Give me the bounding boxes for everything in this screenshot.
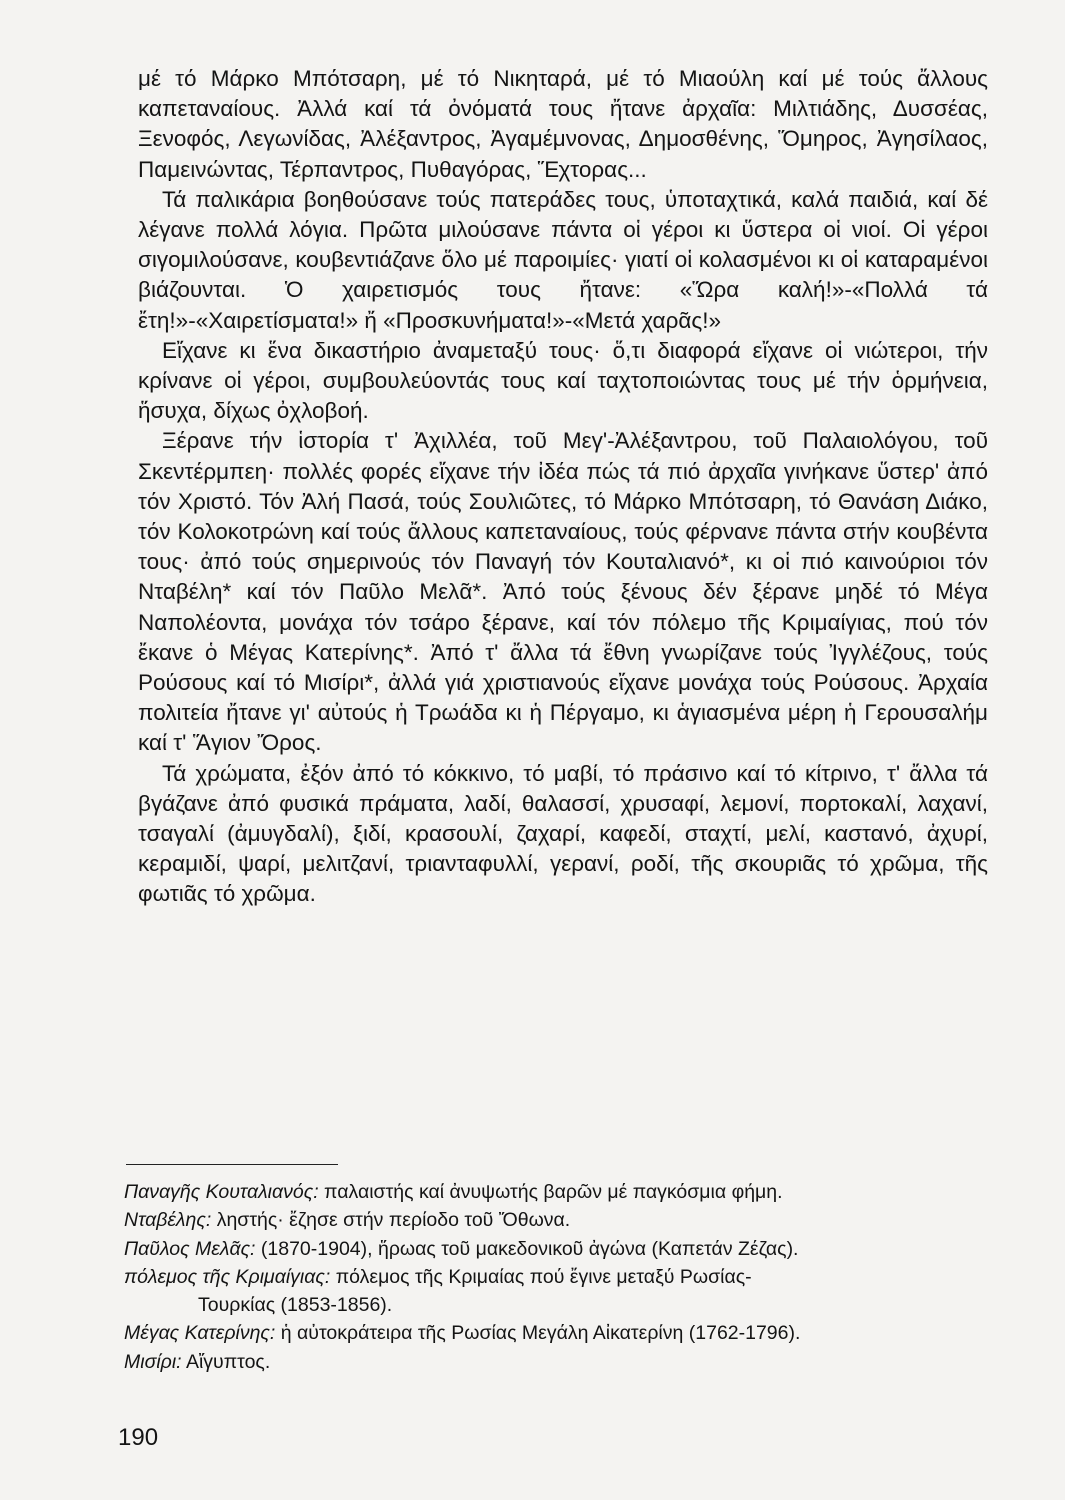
footnote-term: Μέγας Κατερίνης: bbox=[124, 1322, 276, 1345]
footnote-term: Νταβέλης: bbox=[124, 1209, 212, 1232]
footnote-text: ληστής· ἔζησε στήν περίοδο τοῦ Ὄθωνα. bbox=[216, 1209, 571, 1232]
footnote-divider bbox=[126, 1164, 338, 1165]
paragraph-continued: μέ τό Μάρκο Μπότσαρη, μέ τό Νικηταρά, μέ τό Μιαούλη καί μέ τούς ἄλλους καπεταναίους. Ἀλλά καί τά ὀνόματά τους ἤτανε ἀρχαῖα: Μιλτιάδης, Δυσσέας, Ξενοφός, Λεγωνίδας, Ἀλέξαντρος, Ἀγαμέμνονας, Δημοσθένης, Ὅμηρος, Ἀγησίλαος, Παμεινώντας, Τέρπαντρος, Πυθαγόρας, Ἕχτορας... bbox=[138, 66, 988, 182]
paragraph-history: Ξέρανε τήν ἱστορία τ' Ἀχιλλέα, τοῦ Μεγ'-Ἀλέξαντρου, τοῦ Παλαιολόγου, τοῦ Σκεντέρμπεη· πολλές φορές εἴχανε τήν ἰδέα πώς τά πιό ἀρχαῖα γινήκανε ὕστερ' ἀπό τόν Χριστό. Τόν Ἀλή Πασά, τούς Σουλιῶτες, τό Μάρκο Μπότσαρη, τό Θανάση Διάκο, τόν Κολοκοτρώνη καί τούς ἄλλους καπεταναίους, τούς φέρνανε πάντα στήν κουβέντα τους· ἀπό τούς σημερινούς τόν Παναγή τόν Κουταλιανό*, κι οἱ πιό καινούριοι τόν Νταβέλη* καί τόν Παῦλο Μελᾶ*. Ἀπό τούς ξένους δέν ξέρανε μηδέ τό Μέγα Ναπολέοντα, μονάχα τόν τσάρο ξέρανε, καί τόν πόλεμο τῆς Κριμαίγιας, πού τόν ἔκανε ὁ Μέγας Κατερίνης*. Ἀπό τ' ἄλλα τά ἔθνη γνωρίζανε τούς Ἰγγλέζους, τούς Ρούσους καί τό Μισίρι*, ἀλλά γιά χριστιανούς εἴχανε μονάχα τούς Ρούσους. Ἀρχαία πολιτεία ἤτανε γι' αὐτούς ἡ Τρωάδα κι ἡ Πέργαμο, κι ἁγιασμένα μέρη ἡ Γερουσαλήμ καί τ' Ἅγιον Ὄρος. bbox=[138, 428, 988, 756]
footnote bbox=[124, 1178, 994, 1206]
footnote-term: Μισίρι: bbox=[124, 1350, 182, 1373]
footnote-continuation: Τουρκίας (1853-1856). bbox=[198, 1294, 393, 1317]
footnote bbox=[124, 1263, 994, 1291]
footnote bbox=[124, 1206, 994, 1234]
paragraph-palikaria: Τά παλικάρια βοηθούσανε τούς πατεράδες τους, ὑποταχτικά, καλά παιδιά, καί δέ λέγανε πολλά λόγια. Πρῶτα μιλούσανε πάντα οἱ γέροι κι ὕστερα οἱ νιοί. Οἱ γέροι σιγομιλούσανε, κουβεντιάζανε ὅλο μέ παροιμίες· γιατί οἱ κολασμένοι κι οἱ καταραμένοι βιάζουνται. Ὁ χαιρετισμός τους ἤτανε: «Ὥρα καλή!»-«Πολλά τά ἔτη!»-«Χαιρετίσματα!» ἤ «Προσκυνήματα!»-«Μετά χαρᾶς!» bbox=[138, 186, 988, 333]
footnote bbox=[124, 1319, 994, 1347]
footnote-text: ἡ αὐτοκράτειρα τῆς Ρωσίας Μεγάλη Αἰκατερίνη (1762-1796). bbox=[280, 1322, 801, 1345]
footnote-text: πόλεμος τῆς Κριμαίας πού ἔγινε μεταξύ Ρωσίας- bbox=[335, 1265, 752, 1288]
paragraph-colors: Τά χρώματα, ἐξόν ἀπό τό κόκκινο, τό μαβί, τό πράσινο καί τό κίτρινο, τ' ἄλλα τά βγάζανε ἀπό φυσικά πράματα, λαδί, θαλασσί, χρυσαφί, λεμονί, πορτοκαλί, λαχανί, τσαγαλί (ἀμυγδαλί), ξιδί, κρασουλί, ζαχαρί, καφεδί, σταχτί, μελί, καστανό, ἀχυρί, κεραμιδί, ψαρί, μελιτζανί, τριανταφυλλί, γερανί, ροδί, τῆς σκουριᾶς τό χρῶμα, τῆς φωτιᾶς τό χρῶμα. bbox=[138, 760, 988, 907]
footnote-term: πόλεμος τῆς Κριμαίγιας: bbox=[124, 1265, 331, 1288]
footnote bbox=[124, 1348, 994, 1376]
footnote-text: Αἴγυπτος. bbox=[185, 1350, 271, 1373]
footnote-text: (1870-1904), ἥρωας τοῦ μακεδονικοῦ ἀγώνα (Καπετάν Ζέζας). bbox=[260, 1237, 799, 1260]
footnotes bbox=[124, 1178, 994, 1376]
main-text bbox=[138, 64, 988, 910]
footnote bbox=[124, 1235, 994, 1263]
paragraph-court: Εἴχανε κι ἕνα δικαστήριο ἀναμεταξύ τους· ὅ,τι διαφορά εἴχανε οἱ νιώτεροι, τήν κρίνανε οἱ γέροι, συμβουλεύοντάς τους καί ταχτοποιώντας τους μέ τήν ὁρμήνεια, ἥσυχα, δίχως ὀχλοβοή. bbox=[138, 337, 988, 424]
page-number: 190 bbox=[118, 1424, 159, 1451]
footnote-term: Παναγῆς Κουταλιανός: bbox=[124, 1181, 319, 1203]
footnote-text: παλαιστής καί ἀνυψωτής βαρῶν μέ παγκόσμια φήμη. bbox=[324, 1181, 783, 1203]
footnote-term: Παῦλος Μελᾶς: bbox=[124, 1237, 256, 1260]
